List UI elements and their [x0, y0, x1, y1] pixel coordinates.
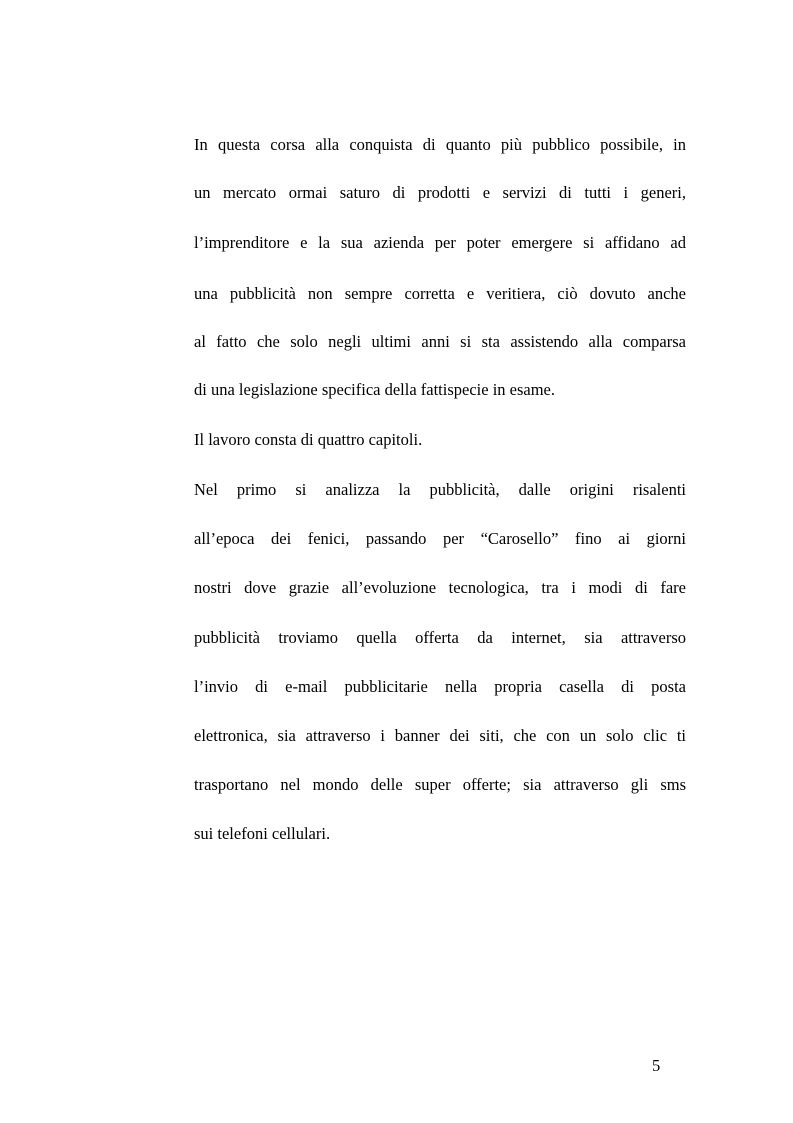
text-line: un mercato ormai saturo di prodotti e servizi di tutti i generi,: [194, 183, 686, 202]
page-number: 5: [652, 1056, 661, 1075]
text-line: all’epoca dei fenici, passando per “Carosello” fino ai giorni: [194, 529, 686, 548]
text-line: In questa corsa alla conquista di quanto più pubblico possibile, in: [194, 135, 686, 154]
text-line: elettronica, sia attraverso i banner dei siti, che con un solo clic ti: [194, 726, 686, 745]
text-line: nostri dove grazie all’evoluzione tecnologica, tra i modi di fare: [194, 578, 686, 597]
text-line: pubblicità troviamo quella offerta da internet, sia attraverso: [194, 628, 686, 647]
text-line: l’imprenditore e la sua azienda per poter emergere si affidano ad: [194, 233, 686, 252]
text-line: Il lavoro consta di quattro capitoli.: [194, 430, 423, 449]
text-line: sui telefoni cellulari.: [194, 824, 331, 843]
text-line: Nel primo si analizza la pubblicità, dalle origini risalenti: [194, 480, 686, 499]
text-line: al fatto che solo negli ultimi anni si sta assistendo alla comparsa: [194, 332, 686, 351]
text-line: trasportano nel mondo delle super offerte; sia attraverso gli sms: [194, 775, 686, 794]
text-line: di una legislazione specifica della fattispecie in esame.: [194, 380, 556, 399]
text-line: una pubblicità non sempre corretta e veritiera, ciò dovuto anche: [194, 284, 686, 303]
text-line: l’invio di e-mail pubblicitarie nella propria casella di posta: [194, 677, 686, 696]
